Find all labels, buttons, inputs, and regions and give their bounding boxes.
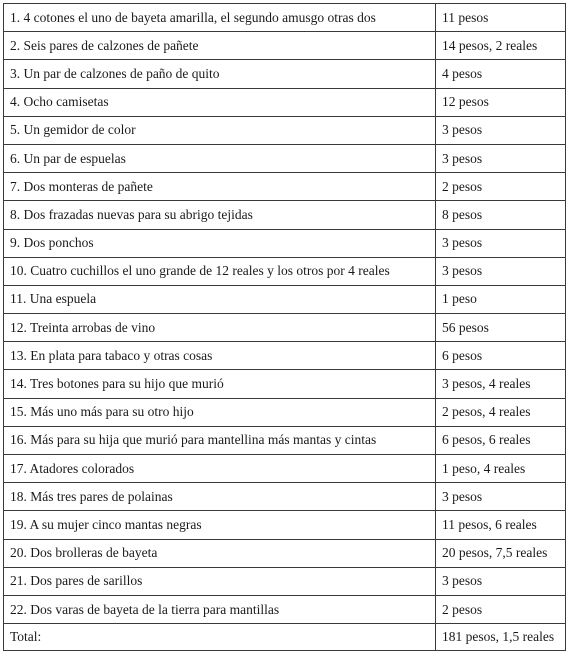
item-value: 3 pesos (436, 116, 566, 144)
item-value: 4 pesos (436, 60, 566, 88)
table-row (4, 60, 566, 88)
item-description: 1. 4 cotones el uno de bayeta amarilla, el segundo amusgo otras dos (4, 4, 436, 32)
table-row (4, 314, 566, 342)
table-row (4, 229, 566, 257)
table-row (4, 32, 566, 60)
item-value: 2 pesos (436, 595, 566, 623)
inventory-table (3, 3, 566, 651)
item-description: 21. Dos pares de sarillos (4, 567, 436, 595)
item-value: 3 pesos (436, 229, 566, 257)
item-value: 3 pesos (436, 567, 566, 595)
table-row (4, 539, 566, 567)
total-row (4, 624, 566, 651)
item-value: 12 pesos (436, 88, 566, 116)
table-row (4, 398, 566, 426)
item-description: 4. Ocho camisetas (4, 88, 436, 116)
item-value: 20 pesos, 7,5 reales (436, 539, 566, 567)
item-value: 6 pesos, 6 reales (436, 426, 566, 454)
table-row (4, 88, 566, 116)
item-value: 11 pesos, 6 reales (436, 511, 566, 539)
item-value: 2 pesos, 4 reales (436, 398, 566, 426)
item-value: 3 pesos (436, 257, 566, 285)
item-value: 3 pesos (436, 144, 566, 172)
item-value: 56 pesos (436, 314, 566, 342)
item-value: 1 peso, 4 reales (436, 455, 566, 483)
item-description: 19. A su mujer cinco mantas negras (4, 511, 436, 539)
table-row (4, 483, 566, 511)
table-row (4, 4, 566, 32)
item-description: 7. Dos monteras de pañete (4, 173, 436, 201)
item-description: 5. Un gemidor de color (4, 116, 436, 144)
item-value: 3 pesos, 4 reales (436, 370, 566, 398)
total-value: 181 pesos, 1,5 reales (436, 624, 566, 651)
item-value: 11 pesos (436, 4, 566, 32)
item-description: 10. Cuatro cuchillos el uno grande de 12 reales y los otros por 4 reales (4, 257, 436, 285)
item-description: 15. Más uno más para su otro hijo (4, 398, 436, 426)
item-value: 14 pesos, 2 reales (436, 32, 566, 60)
item-value: 8 pesos (436, 201, 566, 229)
table-row (4, 342, 566, 370)
table-row (4, 116, 566, 144)
item-description: 8. Dos frazadas nuevas para su abrigo tejidas (4, 201, 436, 229)
table-row (4, 144, 566, 172)
item-description: 16. Más para su hija que murió para mantellina más mantas y cintas (4, 426, 436, 454)
item-description: 14. Tres botones para su hijo que murió (4, 370, 436, 398)
item-description: 22. Dos varas de bayeta de la tierra para mantillas (4, 595, 436, 623)
item-description: 13. En plata para tabaco y otras cosas (4, 342, 436, 370)
inventory-table-body (4, 4, 566, 651)
table-row (4, 257, 566, 285)
table-row (4, 595, 566, 623)
item-value: 3 pesos (436, 483, 566, 511)
item-description: 20. Dos brolleras de bayeta (4, 539, 436, 567)
table-row (4, 370, 566, 398)
table-row (4, 201, 566, 229)
item-description: 2. Seis pares de calzones de pañete (4, 32, 436, 60)
table-row (4, 511, 566, 539)
item-value: 1 peso (436, 285, 566, 313)
table-row (4, 173, 566, 201)
table-row (4, 567, 566, 595)
item-description: 9. Dos ponchos (4, 229, 436, 257)
item-description: 3. Un par de calzones de paño de quito (4, 60, 436, 88)
item-description: 11. Una espuela (4, 285, 436, 313)
table-row (4, 426, 566, 454)
item-description: 18. Más tres pares de polainas (4, 483, 436, 511)
total-label: Total: (4, 624, 436, 651)
table-row (4, 455, 566, 483)
item-value: 6 pesos (436, 342, 566, 370)
table-row (4, 285, 566, 313)
item-description: 6. Un par de espuelas (4, 144, 436, 172)
item-description: 12. Treinta arrobas de vino (4, 314, 436, 342)
item-value: 2 pesos (436, 173, 566, 201)
item-description: 17. Atadores colorados (4, 455, 436, 483)
